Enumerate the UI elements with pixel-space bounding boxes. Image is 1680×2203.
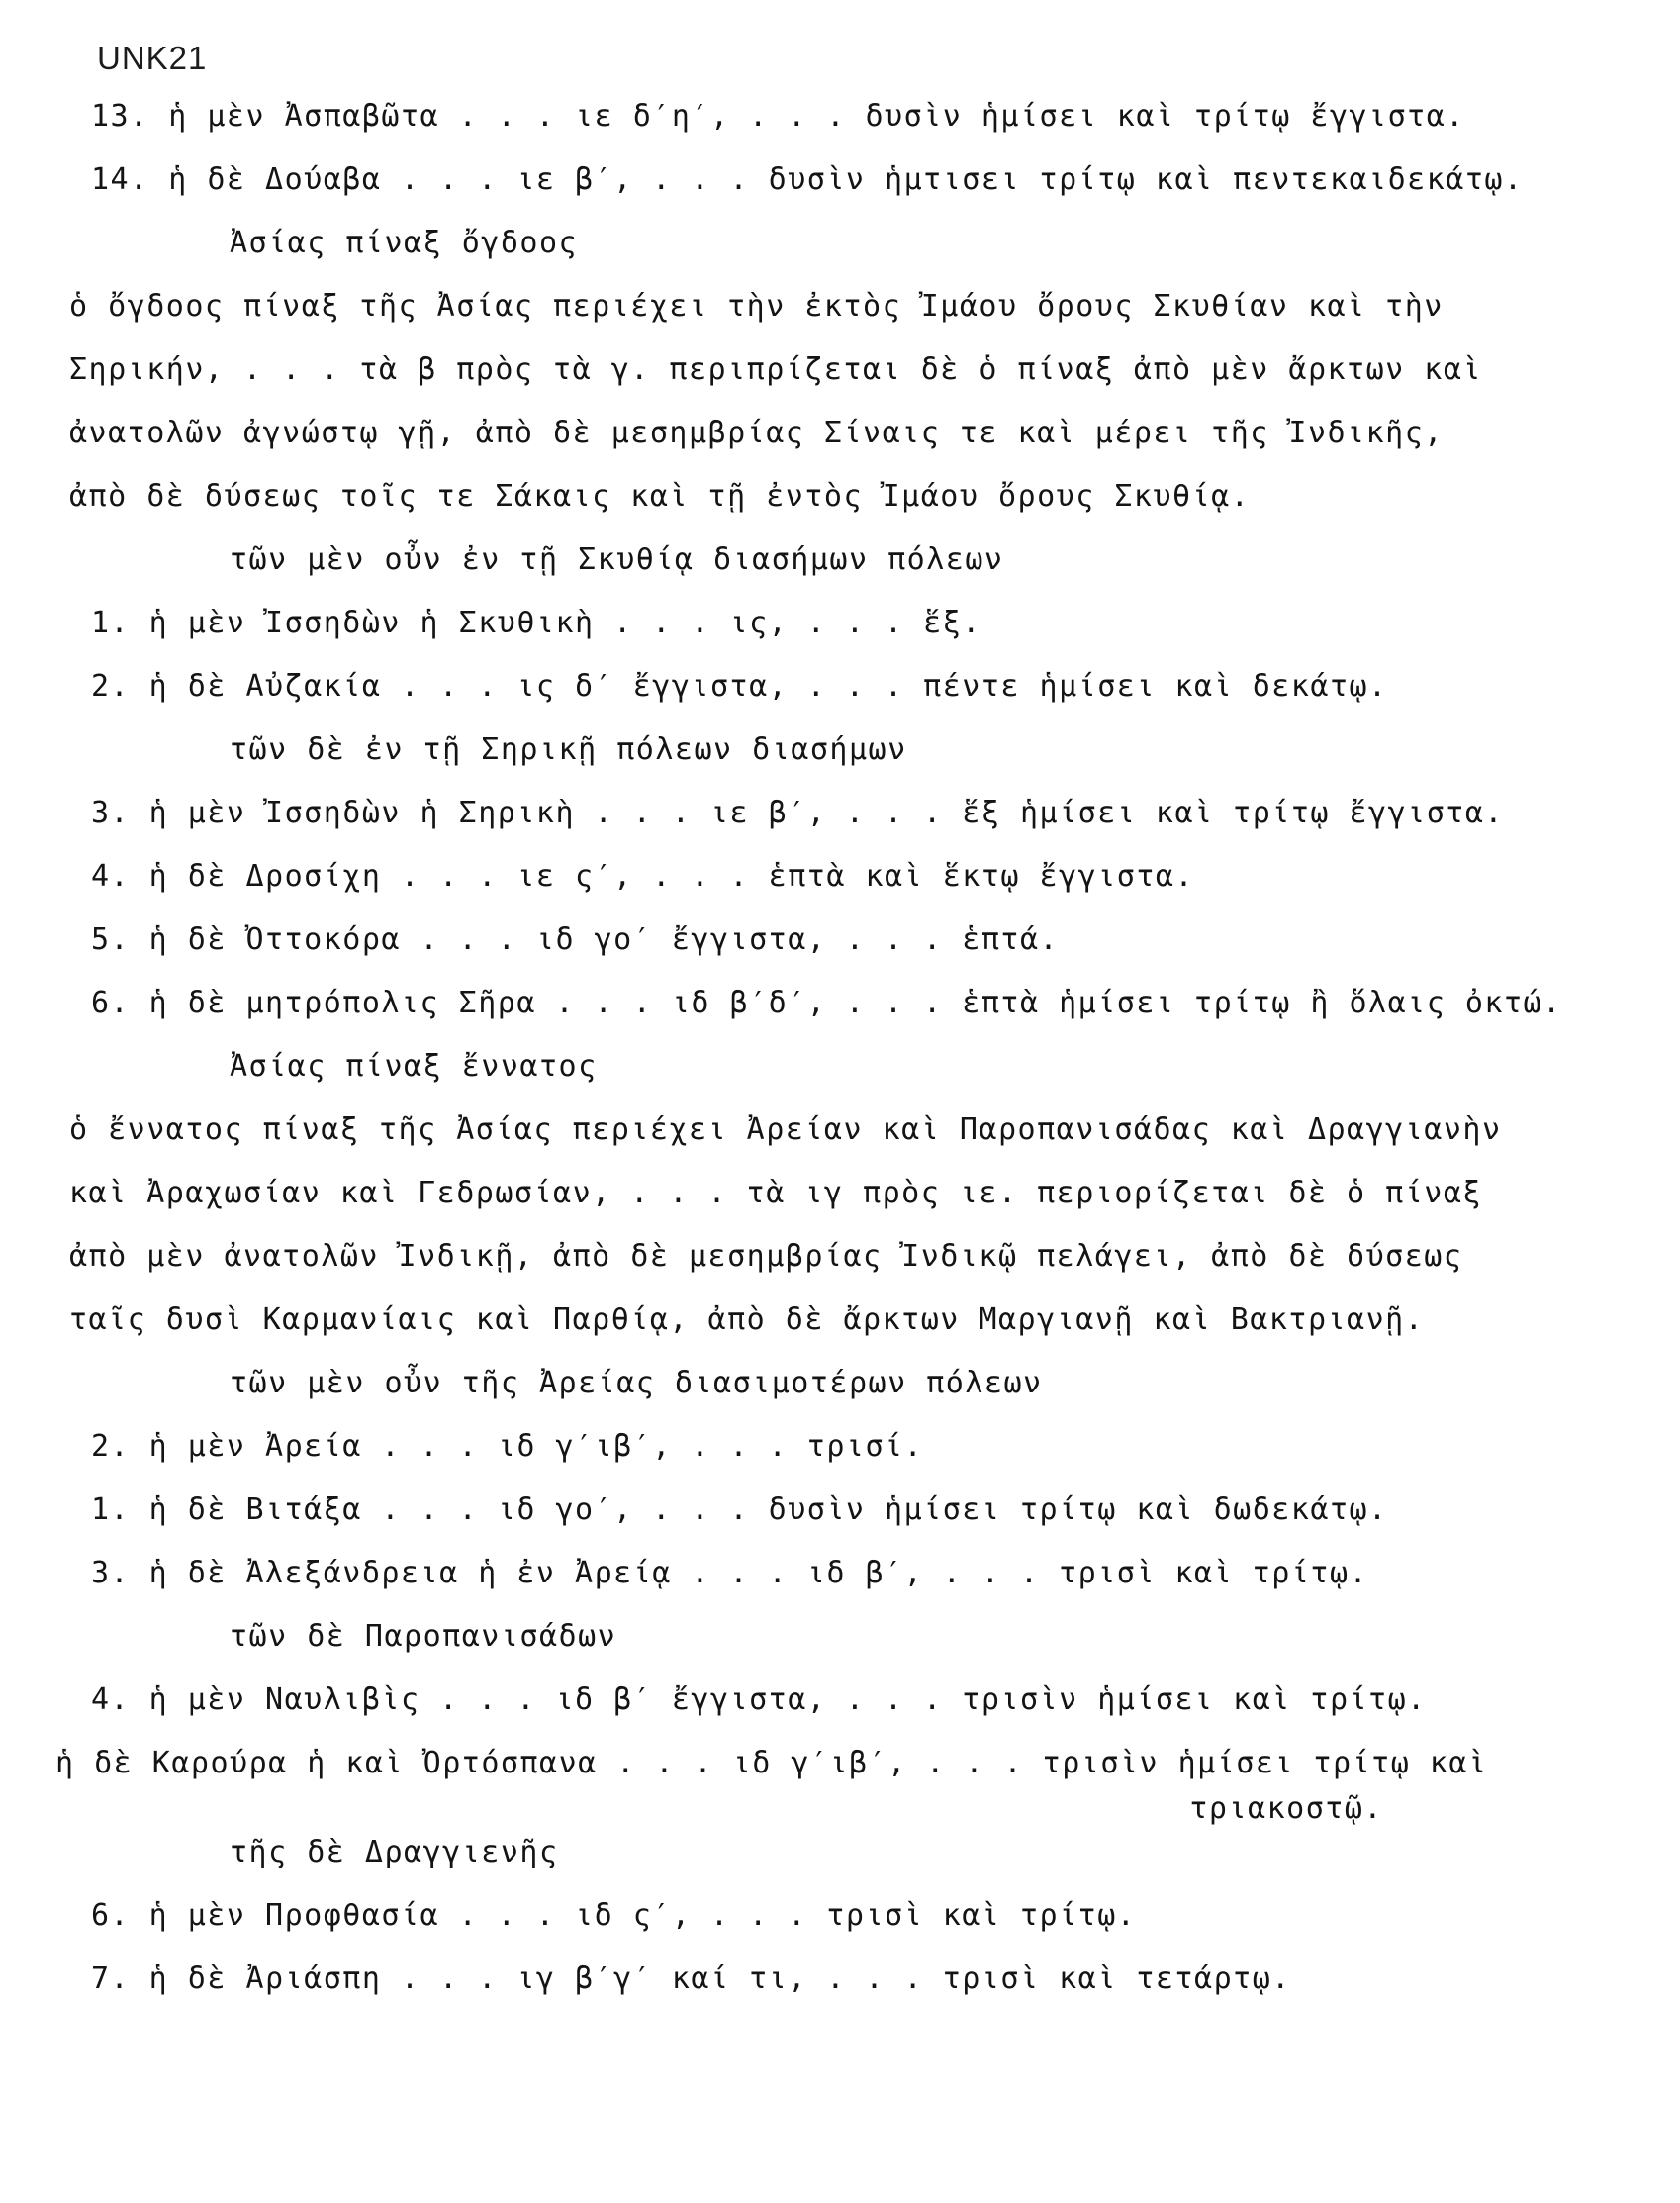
paragraph-pinax8-line-3: ἀνατολῶν ἀγνώστῳ γῇ, ἀπὸ δὲ μεσημβρίας Σίναις τε καὶ μέρει τῆς Ἰνδικῆς, (69, 416, 1444, 450)
entry-2-areia: 2. ἡ μὲν Ἀρεία . . . ιδ γ′ιβ′, . . . τρισί. (91, 1429, 924, 1464)
entry-7-ariaspe: 7. ἡ δὲ Ἀριάσπη . . . ιγ β′γ′ καί τι, . . . τρισὶ καὶ τετάρτῳ. (91, 1962, 1291, 1996)
section-heading-drangiane: τῆς δὲ Δραγγιενῆς (230, 1835, 559, 1869)
section-heading-scythia-cities: τῶν μὲν οὖν ἐν τῇ Σκυθίᾳ διασήμων πόλεων (230, 542, 1004, 577)
entry-karoura-overflow-word: τριακοστῷ. (1189, 1791, 1383, 1826)
entry-karoura-ortospana: ἡ δὲ Καρούρα ἡ καὶ Ὀρτόσπανα . . . ιδ γ′ιβ′, . . . τρισὶν ἡμίσει τρίτῳ καὶ (55, 1746, 1488, 1780)
paragraph-pinax9-line-1: ὁ ἔννατος πίναξ τῆς Ἀσίας περιέχει Ἀρείαν καὶ Παροπανισάδας καὶ Δραγγιανὴν (69, 1112, 1502, 1147)
entry-14-douaba: 14. ἡ δὲ Δούαβα . . . ιε β′, . . . δυσὶν ἡμτισει τρίτῳ καὶ πεντεκαιδεκάτῳ. (91, 162, 1524, 197)
paragraph-pinax8-line-1: ὁ ὄγδοος πίναξ τῆς Ἀσίας περιέχει τὴν ἐκτὸς Ἰμάου ὄρους Σκυθίαν καὶ τὴν (69, 289, 1444, 324)
paragraph-pinax9-line-3: ἀπὸ μὲν ἀνατολῶν Ἰνδικῇ, ἀπὸ δὲ μεσημβρίας Ἰνδικῷ πελάγει, ἀπὸ δὲ δύσεως (69, 1239, 1463, 1274)
paragraph-pinax9-line-4: ταῖς δυσὶ Καρμανίαις καὶ Παρθίᾳ, ἀπὸ δὲ ἄρκτων Μαργιανῇ καὶ Βακτριανῇ. (69, 1302, 1425, 1337)
page-label: UNK21 (97, 40, 208, 76)
section-heading-serike-cities: τῶν δὲ ἐν τῇ Σηρικῇ πόλεων διασήμων (230, 732, 907, 767)
section-heading-paropanisadai: τῶν δὲ Παροπανισάδων (230, 1619, 617, 1654)
entry-1-bitaxa: 1. ἡ δὲ Βιτάξα . . . ιδ γο′, . . . δυσὶν ἡμίσει τρίτῳ καὶ δωδεκάτῳ. (91, 1492, 1388, 1527)
entry-3-issedon-serike: 3. ἡ μὲν Ἰσσηδὼν ἡ Σηρικὴ . . . ιε β′, . . . ἕξ ἡμίσει καὶ τρίτῳ ἔγγιστα. (91, 796, 1504, 830)
entry-4-drosiche: 4. ἡ δὲ Δροσίχη . . . ιε ς′, . . . ἑπτὰ καὶ ἕκτῳ ἔγγιστα. (91, 859, 1195, 894)
paragraph-pinax8-line-2: Σηρικήν, . . . τὰ β πρὸς τὰ γ. περιπρίζεται δὲ ὁ πίναξ ἀπὸ μὲν ἄρκτων καὶ (69, 352, 1482, 387)
section-heading-asia-pinax-9: Ἀσίας πίναξ ἔννατος (230, 1049, 598, 1084)
entry-2-auzakia: 2. ἡ δὲ Αὐζακία . . . ις δ′ ἔγγιστα, . . . πέντε ἡμίσει καὶ δεκάτῳ. (91, 669, 1388, 704)
entry-6-sera-metropolis: 6. ἡ δὲ μητρόπολις Σῆρα . . . ιδ β′δ′, . . . ἑπτὰ ἡμίσει τρίτῳ ἢ ὅλαις ὀκτώ. (91, 986, 1562, 1020)
entry-4-naulibis: 4. ἡ μὲν Ναυλιβὶς . . . ιδ β′ ἔγγιστα, . . . τρισὶν ἡμίσει καὶ τρίτῳ. (91, 1682, 1427, 1717)
entry-3-alexandreia: 3. ἡ δὲ Ἀλεξάνδρεια ἡ ἐν Ἀρείᾳ . . . ιδ β′, . . . τρισὶ καὶ τρίτῳ. (91, 1556, 1369, 1590)
entry-5-ottokora: 5. ἡ δὲ Ὀττοκόρα . . . ιδ γο′ ἔγγιστα, . . . ἑπτά. (91, 922, 1060, 957)
paragraph-pinax9-line-2: καὶ Ἀραχωσίαν καὶ Γεδρωσίαν, . . . τὰ ιγ πρὸς ιε. περιορίζεται δὲ ὁ πίναξ (69, 1176, 1482, 1210)
paragraph-pinax8-line-4: ἀπὸ δὲ δύσεως τοῖς τε Σάκαις καὶ τῇ ἐντὸς Ἰμάου ὄρους Σκυθίᾳ. (69, 479, 1251, 514)
entry-6-prophthasia: 6. ἡ μὲν Προφθασία . . . ιδ ς′, . . . τρισὶ καὶ τρίτῳ. (91, 1898, 1137, 1933)
section-heading-areia-cities: τῶν μὲν οὖν τῆς Ἀρείας διασιμοτέρων πόλεων (230, 1366, 1043, 1400)
entry-1-issedon-scythike: 1. ἡ μὲν Ἰσσηδὼν ἡ Σκυθικὴ . . . ις, . . . ἕξ. (91, 606, 981, 640)
entry-13-aspabota: 13. ἡ μὲν Ἀσπαβῶτα . . . ιε δ′η′, . . . δυσὶν ἡμίσει καὶ τρίτῳ ἔγγιστα. (91, 99, 1465, 134)
section-heading-asia-pinax-8: Ἀσίας πίναξ ὄγδοος (230, 226, 579, 260)
